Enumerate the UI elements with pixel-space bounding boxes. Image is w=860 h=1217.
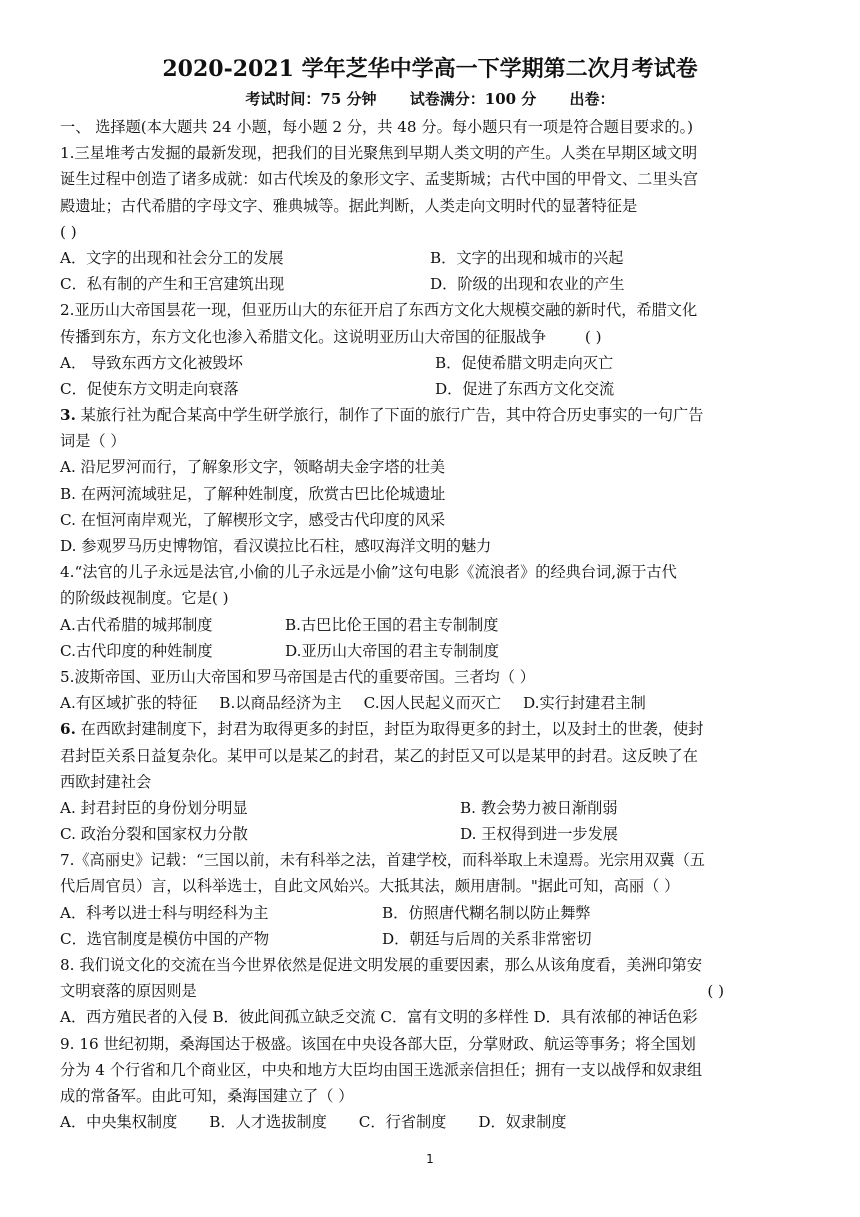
option-a: A．中央集权制度 (60, 1113, 178, 1132)
option-c: C.因人民起义而灭亡 (363, 694, 502, 713)
question-8 (60, 952, 800, 1031)
question-text: 某旅行社为配合某高中学生研学旅行，制作了下面的旅行广告，其中符合历史事实的一句广告 (75, 406, 704, 425)
option-d: D．奴隶制度 (478, 1113, 567, 1132)
question-text: 分为 4 个行省和几个商业区，中央和地方大臣均由国王选派亲信担任；拥有一支以战俘和奴隶组 (60, 1060, 703, 1079)
option-c: C．促使东方文明走向衰落 (60, 379, 239, 398)
exam-score: 试卷满分：100 分 (409, 90, 537, 108)
answer-paren: ( ) (584, 327, 602, 346)
question-text: 4.“法官的儿子永远是法官,小偷的儿子永远是小偷”这句电影《流浪者》的经典台词,源于古代 (60, 563, 677, 582)
section-heading: 一、 选择题(本大题共 24 小题，每小题 2 分，共 48 分。每小题只有一项是符合题目要求的。) (60, 118, 694, 136)
option-b: B．文字的出现和城市的兴起 (430, 248, 624, 267)
question-number: 3. (60, 406, 76, 425)
question-6 (60, 716, 800, 847)
option-b: B.以商品经济为主 (219, 694, 342, 713)
option-c: C.古代印度的种姓制度 (60, 641, 213, 660)
option-c: C. 在恒河南岸观光，了解楔形文字，感受古代印度的风采 (60, 510, 446, 529)
option-a: A． 导致东西方文化被毁坏 (60, 353, 243, 372)
option-a: A.古代希腊的城邦制度 (60, 615, 213, 634)
question-number: 6. (60, 720, 76, 739)
option-a: A.有区域扩张的特征 (60, 694, 198, 713)
exam-time: 考试时间：75 分钟 (245, 90, 377, 108)
question-text: 5.波斯帝国、亚历山大帝国和罗马帝国是古代的重要帝国。三者均（ ） (60, 667, 535, 686)
option-a: A．科考以进士科与明经科为主 (60, 903, 269, 922)
option-d: D. 参观罗马历史博物馆，看汉谟拉比石柱，感叹海洋文明的魅力 (60, 537, 492, 555)
question-text: 词是（ ） (60, 432, 126, 451)
option-a: A．文字的出现和社会分工的发展 (60, 248, 284, 267)
option-a: A. 沿尼罗河而行，了解象形文字，领略胡夫金字塔的壮美 (60, 458, 446, 477)
question-list (60, 114, 800, 1135)
question-text: 传播到东方，东方文化也渗入希腊文化。这说明亚历山大帝国的征服战争 (60, 327, 546, 346)
option-c: C．私有制的产生和王宫建筑出现 (60, 275, 285, 294)
option-a: A. 封君封臣的身份划分明显 (60, 798, 248, 817)
question-text: 代后周官员）言，以科举选士，自此文风始兴。大抵其法，颇用唐制。"据此可知，高丽（ ） (60, 877, 680, 896)
option-b: B. 教会势力被日渐削弱 (460, 798, 618, 817)
question-text: 成的常备军。由此可知，桑海国建立了（ ） (60, 1086, 354, 1105)
option-c: C. 政治分裂和国家权力分散 (60, 825, 248, 844)
option-d: D．朝廷与后周的关系非常密切 (382, 929, 592, 948)
option-b: B. 在两河流域驻足，了解种姓制度，欣赏古巴比伦城遗址 (60, 484, 446, 503)
question-3 (60, 402, 800, 559)
question-2 (60, 297, 800, 402)
option-d: D．促进了东西方文化交流 (435, 379, 615, 398)
option-b: B.古巴比伦王国的君主专制制度 (285, 615, 499, 634)
options-row: A．西方殖民者的入侵 B．彼此间孤立缺乏交流 C．富有文明的多样性 D．具有浓郁的神话色彩 (60, 1008, 698, 1027)
option-d: D. 王权得到进一步发展 (460, 825, 618, 844)
option-c: C．行省制度 (358, 1113, 447, 1132)
question-text: 的阶级歧视制度。它是( ) (60, 589, 229, 608)
question-7 (60, 847, 800, 952)
question-text: 殿遗址；古代希腊的字母文字、雅典城等。据此判断，人类走向文明时代的显著特征是 (60, 196, 638, 215)
question-text: 在西欧封建制度下，封君为取得更多的封臣，封臣为取得更多的封土，以及封土的世袭，使封 (75, 720, 704, 739)
question-1 (60, 140, 800, 297)
question-text: ( ) (60, 222, 77, 241)
option-d: D.实行封建君主制 (523, 694, 646, 713)
option-b: B．人才选拔制度 (209, 1113, 327, 1132)
question-text: 君封臣关系日益复杂化。某甲可以是某乙的封君，某乙的封臣又可以是某甲的封君。这反映了在 (60, 746, 698, 765)
exam-meta (0, 88, 860, 110)
question-text: 西欧封建社会 (60, 772, 152, 791)
question-text: 文明衰落的原因则是 (60, 982, 197, 1001)
option-d: D．阶级的出现和农业的产生 (430, 275, 625, 294)
question-text: 1.三星堆考古发掘的最新发现，把我们的目光聚焦到早期人类文明的产生。人类在早期区域文明 (60, 144, 698, 163)
question-text: 7.《高丽史》记载：“三国以前，未有科举之法，首建学校，而科举取上未遑焉。光宗用双冀（五 (60, 851, 705, 870)
question-text: 诞生过程中创造了诸多成就：如古代埃及的象形文字、孟斐斯城；古代中国的甲骨文、二里头宫 (60, 170, 698, 189)
question-text: 9. 16 世纪初期，桑海国达于极盛。该国在中央设各部大臣，分掌财政、航运等事务；将全国划 (60, 1034, 696, 1053)
page-number: 1 (426, 1152, 434, 1166)
question-text: 8. 我们说文化的交流在当今世界依然是促进文明发展的重要因素，那么从该角度看，美洲印第安 (60, 956, 703, 974)
option-b: B．仿照唐代糊名制以防止舞弊 (382, 903, 591, 922)
question-text: 2.亚历山大帝国昙花一现，但亚历山大的东征开启了东西方文化大规模交融的新时代，希腊文化 (60, 301, 698, 320)
page-title: 2020-2021 学年芝华中学高一下学期第二次月考试卷 (162, 56, 698, 82)
question-4 (60, 559, 800, 664)
answer-paren: ( ) (707, 982, 724, 1001)
option-d: D.亚历山大帝国的君主专制制度 (285, 641, 499, 660)
question-9 (60, 1031, 800, 1136)
option-c: C．选官制度是模仿中国的产物 (60, 929, 270, 948)
question-5 (60, 664, 800, 716)
option-b: B．促使希腊文明走向灭亡 (435, 353, 614, 372)
exam-author: 出卷： (569, 90, 615, 108)
